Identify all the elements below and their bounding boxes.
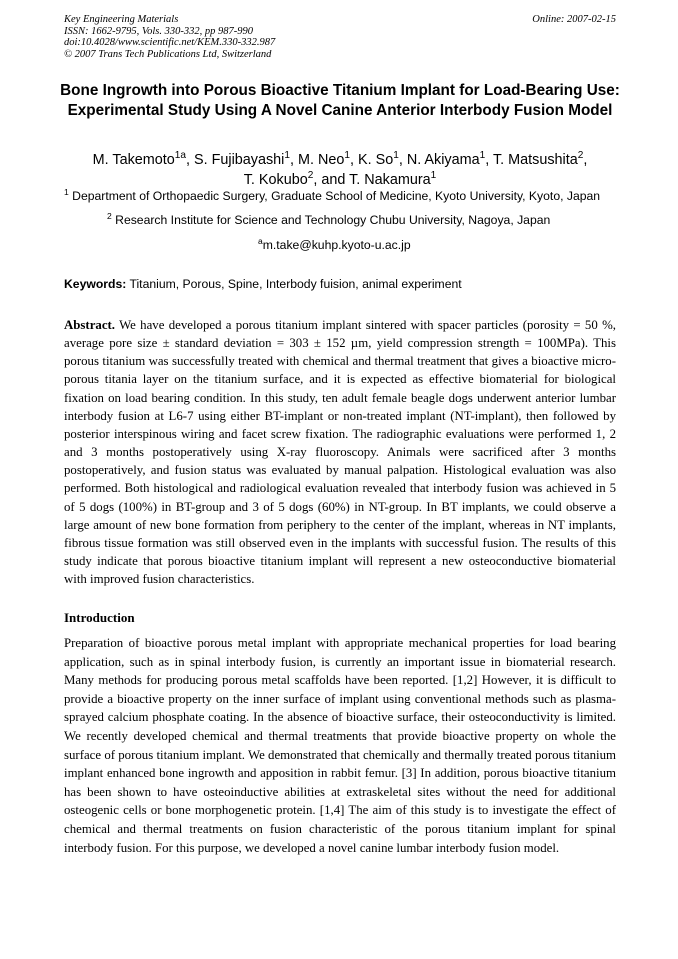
keywords-label: Keywords:: [64, 277, 127, 291]
paper-title: Bone Ingrowth into Porous Bioactive Titanium Implant for Load-Bearing Use: Experimental Study Using A Novel Canine Anterior Interbody Fusion Model: [60, 82, 620, 119]
affiliation-2: $^2$ Research Institute for Science and Technology Chubu University, Nagoya, Japan: [107, 210, 551, 227]
doi-line: doi:10.4028/www.scientific.net/KEM.330-332.987: [64, 37, 276, 48]
author: M. Neo$^1$,: [298, 150, 358, 168]
introduction-heading: Introduction: [64, 610, 135, 625]
keywords-text: Titanium, Porous, Spine, Interbody fuision, animal experiment: [126, 277, 462, 291]
author: T. Kokubo$^2$, and: [243, 170, 350, 188]
journal-name: Key Engineering Materials: [64, 14, 179, 25]
author: T. Matsushita$^2$,: [492, 150, 588, 168]
journal-header: [64, 14, 616, 60]
author: N. Akiyama$^1$,: [406, 150, 493, 168]
issn-line: ISSN: 1662-9795, Vols. 330-332, pp 987-990: [64, 25, 253, 37]
online-date: Online: 2007-02-15: [532, 14, 616, 25]
affiliation-1: $^1$ Department of Orthopaedic Surgery, Graduate School of Medicine, Kyoto University, Kyoto, Japan: [64, 186, 601, 203]
author-list: [52, 150, 628, 190]
copyright-line: © 2007 Trans Tech Publications Ltd, Switzerland: [64, 48, 272, 60]
abstract: [64, 316, 616, 588]
abstract-label: Abstract.: [64, 318, 116, 332]
corresponding-email: $^a$m.take@kuhp.kyoto-u.ac.jp: [258, 235, 411, 252]
abstract-text: We have developed a porous titanium implant sintered with spacer particles (porosity = 50 %, average pore size ± standard deviation = 303 ± 152 µm, yield compression strength = 100MPa). This porous titanium was successfully treated with chemical and thermal treatment that gives a bioactive micro-porous titania layer on the titanium surface, and it is expected as effective biomaterial for biological fixation on load bearing condition. In this study, ten adult female beagle dogs underwent anterior lumbar interbody fusion at L6-7 using either BT-implant or non-treated implant (NT-implant), then followed by posterior interspinous wiring and facet screw fixation. The radiographic evaluations were performed 1, 2 and 3 months postoperatively using X-ray fluoroscopy. Animals were sacrificed after 3 months postoperatively, and fusion status was evaluated by manual palpation. Histological evaluation was also performed. Both histological and radiological evaluation revealed that interbody fusion was achieved in 5 of 5 dogs (100%) in BT-group and 3 of 5 dogs (60%) in NT-group. In BT implants, we could observe a large amount of new bone formation from periphery to the center of the implant, whereas in NT implants, fibrous tissue formation was still observed even in the implants with successful fusion. The results of this study indicate that porous bioactive titanium implant will represent a new osteoconductive biomaterial with improved fusion characteristics.: [64, 318, 616, 587]
author: M. Takemoto$^{1a}$,: [92, 150, 194, 168]
introduction-text: Preparation of bioactive porous metal implant with appropriate mechanical properties for load bearing application, such as in spinal interbody fusion, is currently an important issue in biomaterial research. Many methods for producing porous metal scaffolds have been reported. [1,2] However, it is difficult to provide a bioactive property on the inner surface of implant using conventional methods such as plasma-sprayed calcium phosphate coating. In the absence of bioactive surface, their osteoconductivity is limited. We recently developed chemical and thermal treatments that provide bioactive property on whole the surface of porous titanium implant. We demonstrated that chemically and thermally treated porous titanium implant enhanced bone ingrowth and apposition in rabbit femur. [3] In addition, porous bioactive titanium has been shown to have osteoinductive abilities at extraskeletal sites without the need for additional osteogenic cells or bone morphogenetic protein. [1,4] The aim of this study is to investigate the effect of chemical and thermal treatments on fusion characteristic of the porous titanium implant for spinal interbody fusion. For this purpose, we developed a novel canine lumbar interbody fusion model.: [64, 636, 616, 855]
author: T. Nakamura$^1$: [349, 170, 437, 188]
author: K. So$^1$,: [358, 150, 407, 168]
keywords: [64, 277, 462, 291]
author: S. Fujibayashi$^1$,: [194, 150, 298, 168]
